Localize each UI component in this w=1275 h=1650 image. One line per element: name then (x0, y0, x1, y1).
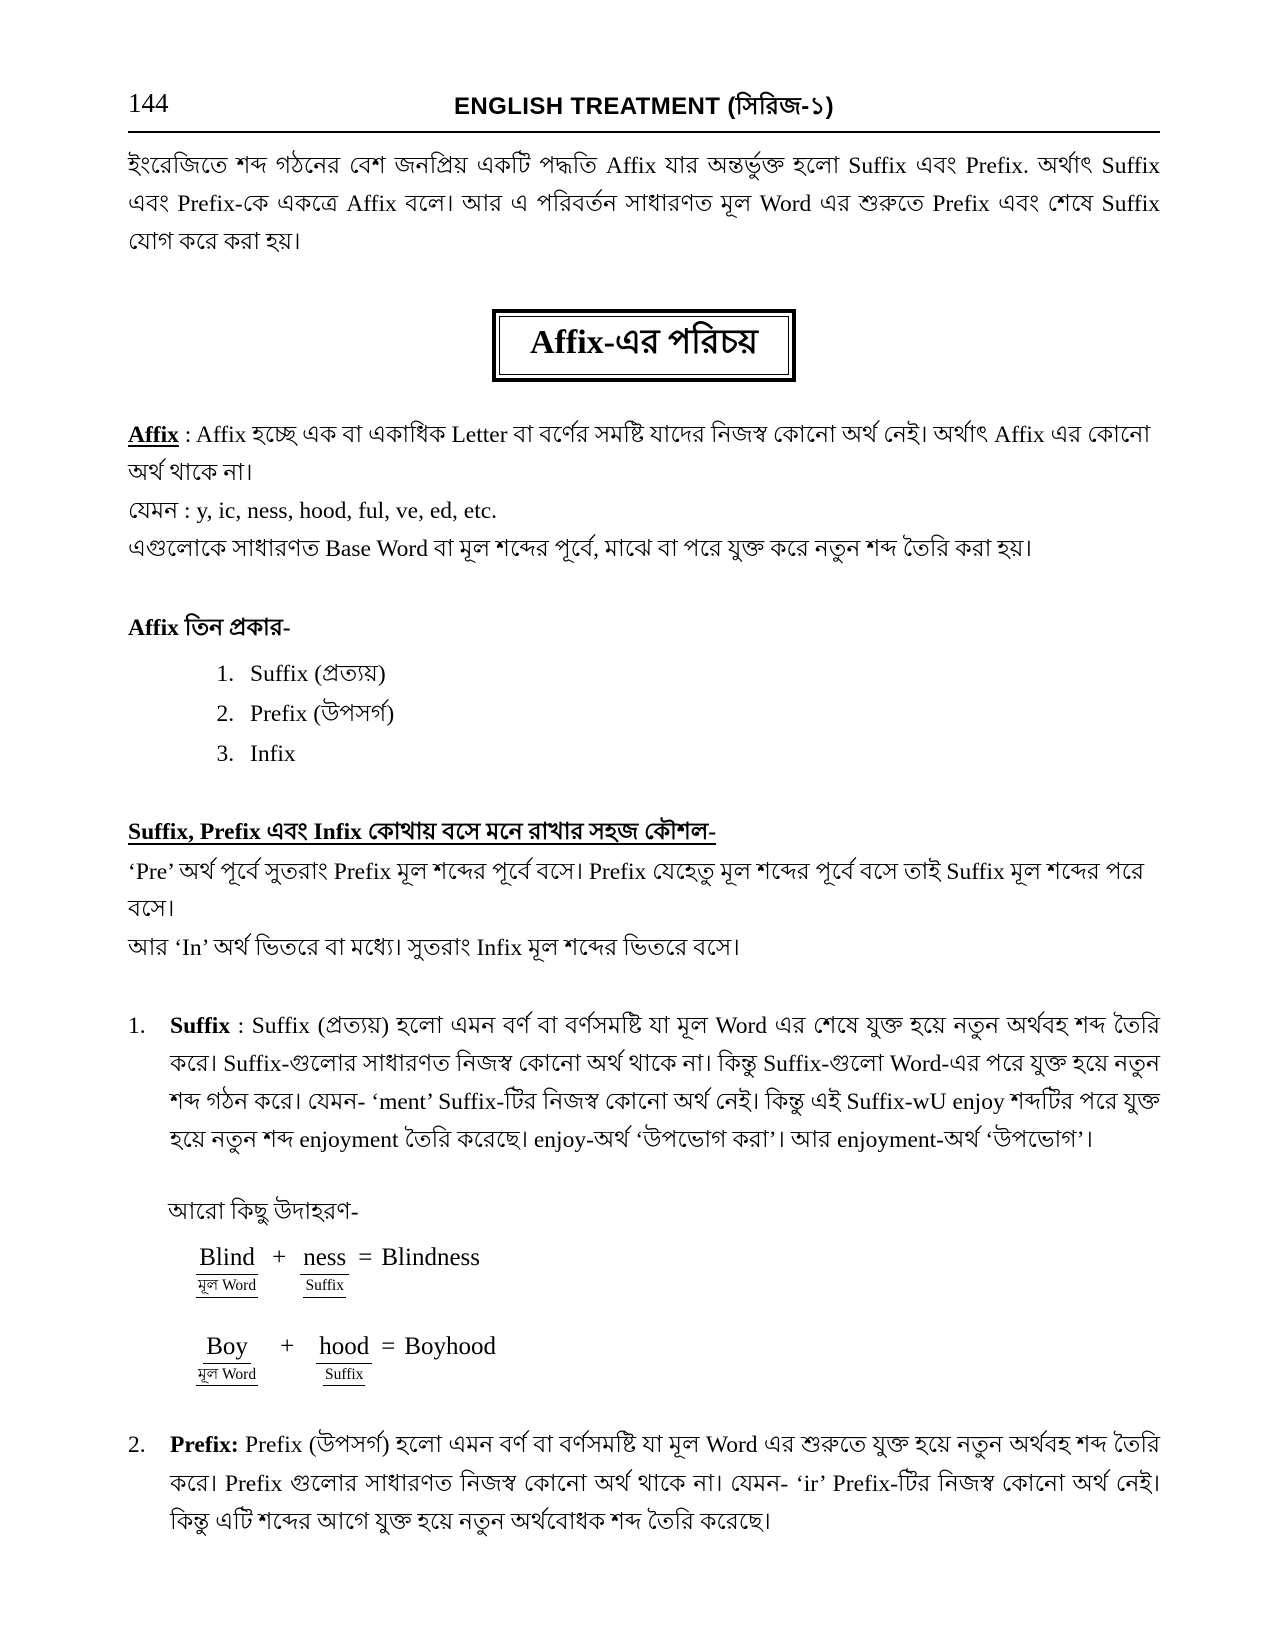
affix-definition-separator: : (178, 422, 196, 449)
suffix-section-text: Suffix (প্রত্যয়) হলো এমন বর্ণ বা বর্ণসমষ্টি যা মূল Word এর শেষে যুক্ত হয়ে নতুন অর্থবহ শব্দ তৈরি করে। Suffix-গুলোর সাধারণত নিজস্ব কোনো অর্থ থাকে না। কিন্তু Suffix-গুলো Word-এর পরে যুক্ত হয়ে নতুন শব্দ গঠন করে। যেমন- ‘ment’ Suffix-টির নিজস্ব কোনো অর্থ নেই। কিন্তু এই Suffix-wU enjoy শব্দটির পরে যুক্ত হয়ে নতুন শব্দ enjoyment তৈরি করেছে। enjoy-অর্থ ‘উপভোগ করা’। আর enjoyment-অর্থ ‘উপভোগ’। (170, 1013, 1161, 1154)
boxed-title-inner-border (499, 316, 789, 375)
list-item: 1. Suffix (প্রত্যয়) (240, 654, 1160, 694)
example-affix-word: hood (316, 1332, 372, 1364)
boxed-title-wrapper (128, 309, 1160, 382)
example-plus-operator: + (280, 1332, 295, 1360)
affix-types-heading (128, 609, 1160, 648)
intro-paragraph: ইংরেজিতে শব্দ গঠনের বেশ জনপ্রিয় একটি পদ্ধতি Affix যার অন্তর্ভুক্ত হলো Suffix এবং Prefix. অর্থাৎ Suffix এবং Prefix-কে একত্রে Affix বলে। আর এ পরিবর্তন সাধারণত মূল Word এর শুরুতে Prefix এবং শেষে Suffix যোগ করে করা হয়। (128, 153, 1160, 256)
list-item: 3. Infix (240, 734, 1160, 774)
affix-example-line: যেমন : y, ic, ness, hood, ful, ve, ed, etc. (128, 498, 498, 525)
example-result-word: Blindness (381, 1243, 480, 1271)
example-affix-label: Suffix (303, 1276, 345, 1298)
placement-trick-line-2: আর ‘In’ অর্থ ভিতরে বা মধ্যে। সুতরাং Infix মূল শব্দের ভিতরে বসে। (128, 935, 740, 962)
example-formula-blindness (168, 1243, 1160, 1298)
prefix-section-title: Prefix: (170, 1432, 239, 1459)
affix-usage-line: এগুলোকে সাধারণত Base Word বা মূল শব্দের পূর্বে, মাঝে বা পরে যুক্ত করে নতুন শব্দ তৈরি করা হয়। (128, 536, 1032, 563)
example-formula-boyhood (168, 1332, 1160, 1387)
example-base-label: মূল Word (196, 1365, 258, 1387)
list-item: 2. Prefix (উপসর্গ) (240, 694, 1160, 734)
example-equals-operator: = (358, 1243, 373, 1271)
header-divider (128, 131, 1160, 133)
suffix-section-body (170, 1007, 1160, 1159)
suffix-section-title: Suffix (170, 1013, 231, 1040)
example-base-term (196, 1332, 258, 1387)
boxed-title-outer-border (492, 309, 796, 382)
example-base-term (196, 1243, 258, 1298)
affix-definition-block (128, 416, 1160, 568)
page-content (128, 88, 1160, 1541)
page-title: ENGLISH TREATMENT (সিরিজ-১) (453, 93, 835, 120)
affix-types-list (128, 654, 1160, 775)
prefix-section (128, 1426, 1160, 1540)
affix-types-heading-bold: Affix (128, 614, 179, 641)
placement-trick-heading: Suffix, Prefix এবং Infix কোথায় বসে মনে রাখার সহজ কৌশল- (128, 818, 717, 845)
prefix-section-text: Prefix (উপসর্গ) হলো এমন বর্ণ বা বর্ণসমষ্টি যা মূল Word এর শুরুতে যুক্ত হয়ে নতুন অর্থবহ শব্দ তৈরি করে। Prefix গুলোর সাধারণত নিজস্ব কোনো অর্থ থাকে না। যেমন- ‘ir’ Prefix-টির নিজস্ব কোনো অর্থ নেই। কিন্তু এটি শব্দের আগে যুক্ত হয়ে নতুন অর্থবোধক শব্দ তৈরি করেছে। (170, 1432, 1161, 1535)
suffix-examples-heading: আরো কিছু উদাহরণ- (168, 1199, 359, 1226)
suffix-section-separator: : (230, 1013, 252, 1040)
affix-definition-line (128, 416, 1160, 492)
suffix-section-number: 1. (128, 1013, 146, 1040)
affix-definition-text: Affix হচ্ছে এক বা একাধিক Letter বা বর্ণের সমষ্টি যাদের নিজস্ব কোনো অর্থ নেই। অর্থাৎ Affix এর কোনো অর্থ থাকে না। (128, 422, 1151, 487)
prefix-section-number: 2. (128, 1432, 146, 1459)
example-affix-word: ness (300, 1243, 349, 1275)
example-affix-label: Suffix (323, 1365, 365, 1387)
example-affix-term (316, 1332, 372, 1387)
example-plus-operator: + (272, 1243, 287, 1271)
example-equals-operator: = (381, 1332, 396, 1360)
prefix-section-body (170, 1426, 1160, 1540)
example-base-word: Boy (203, 1332, 251, 1364)
affix-types-heading-rest: তিন প্রকার- (178, 614, 291, 641)
page-header (128, 88, 1160, 128)
affix-definition-label: Affix (128, 422, 179, 449)
example-result-word: Boyhood (404, 1332, 496, 1360)
boxed-title-text: Affix-এর পরিচয় (530, 324, 758, 362)
suffix-section (128, 1007, 1160, 1159)
placement-trick-line-1: ‘Pre’ অর্থ পূর্বে সুতরাং Prefix মূল শব্দের পূর্বে বসে। Prefix যেহেতু মূল শব্দের পূর্বে বসে তাই Suffix মূল শব্দের পরে বসে। (128, 858, 1145, 922)
page-number: 144 (128, 88, 169, 118)
suffix-examples (128, 1195, 1160, 1386)
example-base-word: Blind (196, 1243, 258, 1275)
example-base-label: মূল Word (196, 1276, 258, 1298)
example-affix-term (300, 1243, 349, 1298)
